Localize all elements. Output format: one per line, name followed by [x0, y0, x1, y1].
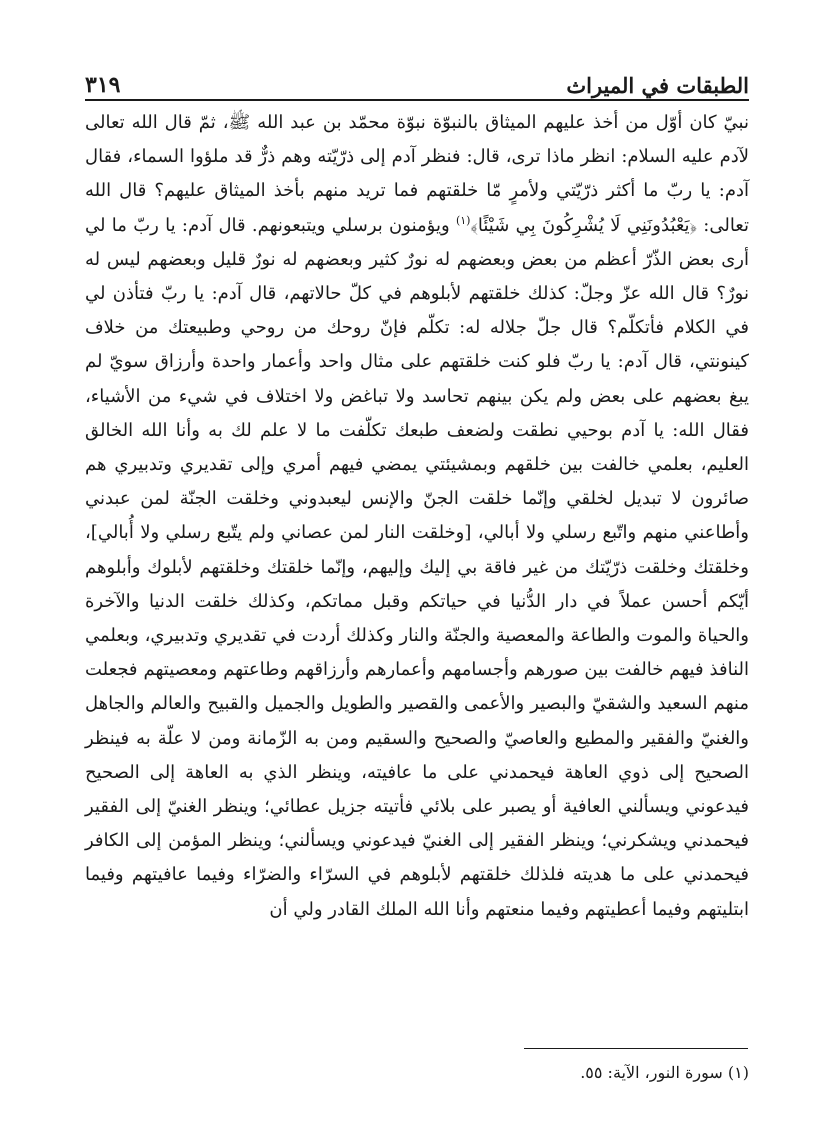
footnote-text: سورة النور، الآية: ٥٥.	[580, 1063, 723, 1082]
footnote-rule	[524, 1048, 748, 1049]
footnote-item	[85, 1058, 749, 1088]
body-text	[85, 106, 749, 1024]
footnotes	[85, 1058, 749, 1088]
header-rule	[85, 99, 749, 101]
body-text-part-1: نبيّ كان أوّل من أخذ عليهم الميثاق بالنبوّة نبوّة محمّد بن عبد الله ﷺ، ثمّ قال الله تعالى لآدم عليه السلام: انظر ماذا ترى، قال: فنظر آدم إلى ذرّيّته وهم ذرٌّ قد ملؤوا السماء، فقال آدم: يا ربّ ما أكثر ذرّيّتي ولأمرٍ مّا خلقتهم فما تريد منهم بأخذ الميثاق عليهم؟ قال الله تعالى: ﴿يَعْبُدُونَنِي لَا يُشْرِكُونَ بِي شَيْئًا﴾	[85, 112, 749, 236]
running-title: الطبقات في الميراث	[566, 73, 749, 98]
footnote-reference: (١)	[455, 213, 471, 227]
page-number: ٣١٩	[85, 72, 121, 98]
footnote-marker: (١)	[727, 1063, 749, 1082]
body-paragraph	[85, 106, 749, 927]
body-text-part-2: ويؤمنون برسلي ويتبعونهم. قال آدم: يا ربّ ما لي أرى بعض الذّرّ أعظم من بعض وبعضهم له نورٌ كثير وبعضهم له نورٌ قليل وبعضهم ليس له نورٌ؟ قال الله عزّ وجلّ: كذلك خلقتهم لأبلوهم في كلّ حالاتهم، قال آدم: يا ربّ فتأذن لي في الكلام فأتكلّم؟ قال جلّ جلاله له: تكلّم فإنّ روحك من روحي وطبيعتك من خلاف كينونتي، قال آدم: يا ربّ فلو كنت خلقتهم على مثال واحد وأعمار واحدة وأرزاق سويّ لم يبغ بعضهم على بعض ولم يكن بينهم تحاسد ولا تباغض ولا اختلاف في شيء من الأشياء، فقال الله: يا آدم بوحيي نطقت ولضعف طبعك تكلّفت ما لا علم لك به وأنا الله الخالق العليم، بعلمي خالفت بين خلقهم وبمشيئتي يمضي فيهم أمري وإلى تقديري وتدبيري هم صائرون لا تبديل لخلقي وإنّما خلقت الجنّ والإنس ليعبدوني وخلقت الجنّة لمن عبدني وأطاعني منهم واتّبع رسلي ولا أبالي، [وخلقت النار لمن عصاني ولم يتّبع رسلي ولا أُبالي]، وخلقتك وخلقت ذرّيّتك من غير فاقة بي إليك وإليهم، وإنّما خلقتك وخلقتهم لأبلوك وأبلوهم أيّكم أحسن عملاً في دار الدُّنيا في حياتكم وقبل مماتكم، وكذلك خلقت الدنيا والآخرة والحياة والموت والطاعة والمعصية والجنّة والنار وكذلك أردت في تقديري وتدبيري، وبعلمي النافذ فيهم خالفت بين صورهم وأجسامهم وأعمارهم وأرزاقهم وطاعتهم ومعصيتهم فجعلت منهم السعيد والشقيّ والبصير والأعمى والقصير والطويل والجميل والقبيح والعالم والجاهل والغنيّ والفقير والمطيع والعاصيّ والصحيح والسقيم ومن به الزّمانة ومن لا علّة به فينظر الصحيح إلى ذوي العاهة فيحمدني على ما عافيته، وينظر الذي به العاهة إلى الصحيح فيدعوني ويسألني العافية أو يصبر على بلائي فأتيته جزيل عطائي؛ وينظر الغنيّ إلى الفقير فيحمدني ويشكرني؛ وينظر الفقير إلى الغنيّ فيدعوني ويسألني؛ وينظر المؤمن إلى الكافر فيحمدني على ما هديته فلذلك خلقتهم لأبلوهم في السرّاء والضرّاء وفيما عافيتهم وفيما ابتليتهم وفيما أعطيتهم وفيما منعتهم وأنا الله الملك القادر ولي أن	[85, 214, 749, 920]
page-header	[85, 58, 749, 98]
